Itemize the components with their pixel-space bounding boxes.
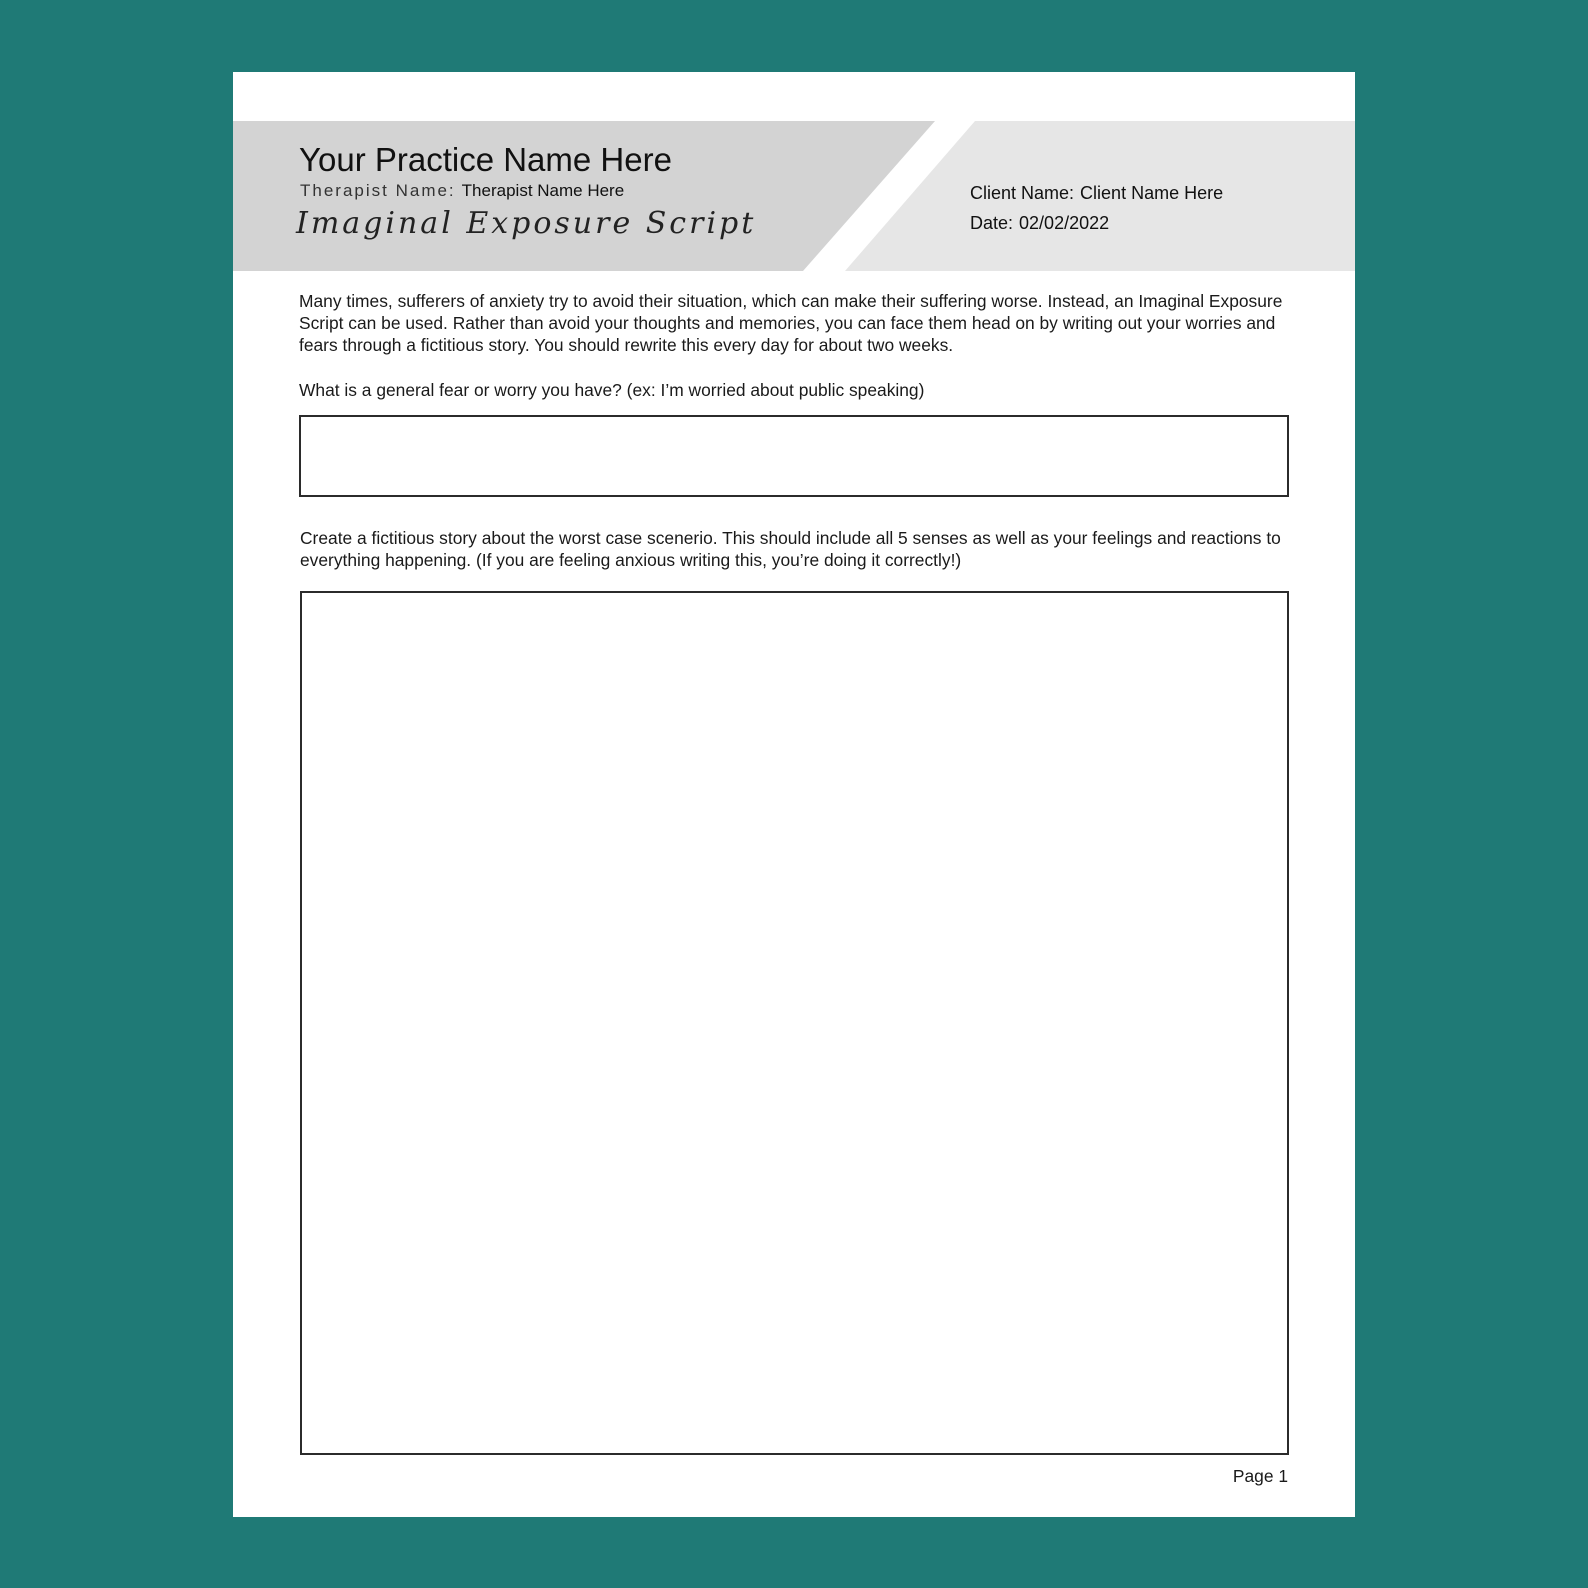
therapist-name-row [300,181,624,201]
fear-prompt: What is a general fear or worry you have? (ex: I’m worried about public speaking) [299,380,925,400]
date-label: Date: [970,213,1014,233]
form-title: Imaginal Exposure Script [296,206,757,241]
client-name-label: Client Name: [970,183,1075,203]
intro-paragraph: Many times, sufferers of anxiety try to avoid their situation, which can make their suffering worse. Instead, an Imaginal Exposure Script can be used. Rather than avoid your thoughts and memories, you can face them head on by writing out your worries and fears through a fictitious story. You should rewrite this every day for about two weeks. [299,291,1283,355]
story-answer-box[interactable] [300,591,1289,1455]
page-number: Page 1 [1232,1466,1288,1486]
fear-answer-box[interactable] [299,415,1289,497]
therapist-name-value[interactable]: Therapist Name Here [461,181,625,200]
worksheet-page [233,72,1355,1517]
practice-name: Your Practice Name Here [299,141,672,178]
client-name-row [970,182,1223,204]
date-value[interactable]: 02/02/2022 [1019,213,1110,233]
date-row [970,212,1109,234]
therapist-name-label: Therapist Name: [300,181,456,200]
story-prompt: Create a fictitious story about the worst case scenerio. This should include all 5 senses as well as your feelings and reactions to everything happening. (If you are feeling anxious writing this, you’re doing it correctly!) [300,528,1281,570]
client-name-value[interactable]: Client Name Here [1080,183,1224,203]
